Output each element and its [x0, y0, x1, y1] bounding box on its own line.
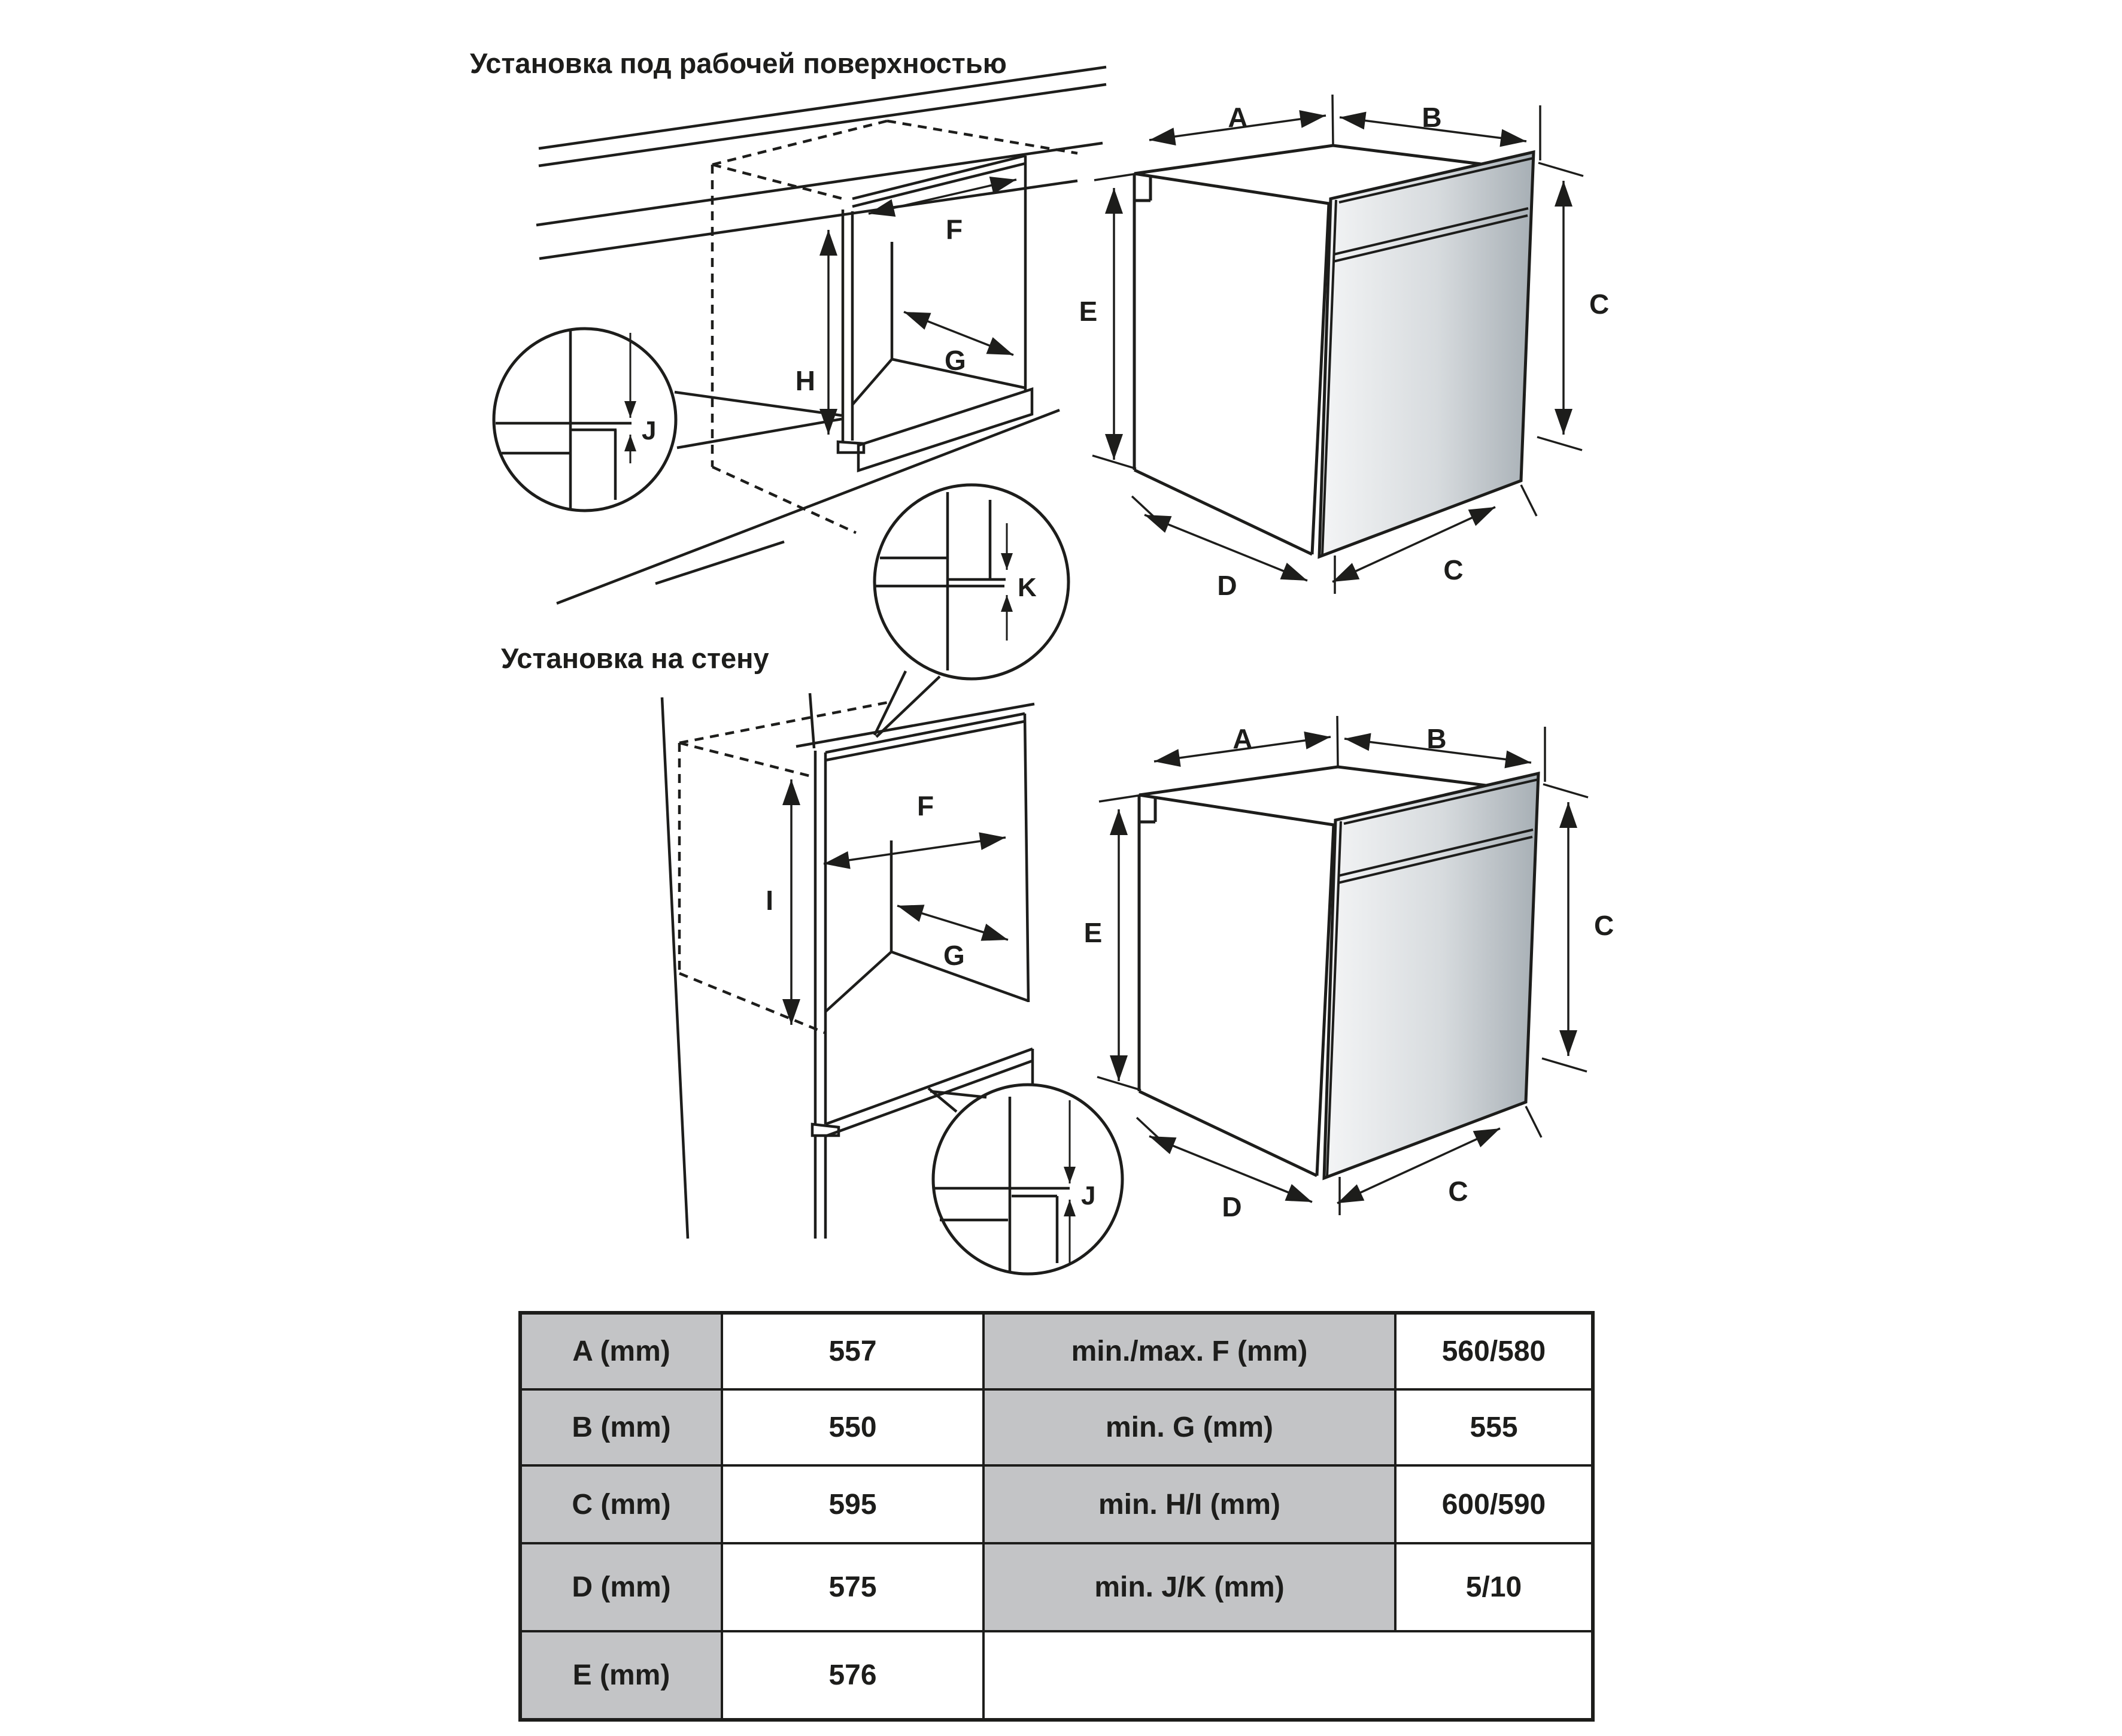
oven-isometric-1 — [1079, 95, 1610, 601]
dim-label-j-1: J — [642, 416, 657, 445]
dim-label-h: H — [795, 365, 815, 396]
dim-a-value-cell: 557 — [722, 1313, 983, 1389]
dim-c-value-cell: 595 — [722, 1465, 983, 1543]
dimension-arrows-2 — [791, 779, 1008, 1025]
section-title-wall: Установка на стену — [501, 642, 769, 674]
dim-label-b-2: B — [1426, 723, 1447, 754]
dimension-table — [518, 1311, 1595, 1722]
dim-label-d-2: D — [1222, 1191, 1242, 1222]
dim-d-label-cell: D (mm) — [520, 1543, 722, 1631]
dim-label-k: K — [1018, 573, 1037, 602]
dim-g-value-cell: 555 — [1395, 1389, 1593, 1465]
dim-e-label-cell: E (mm) — [520, 1631, 722, 1720]
dim-a-label-cell: A (mm) — [520, 1313, 722, 1389]
dim-label-b-1: B — [1422, 102, 1442, 133]
dim-g-label-cell: min. G (mm) — [983, 1389, 1395, 1465]
detail-circle-j1 — [494, 329, 842, 511]
dim-label-j-2: J — [1081, 1181, 1096, 1210]
dim-label-g-2: G — [943, 940, 965, 971]
dim-label-c-bottom-1: C — [1443, 554, 1464, 585]
dim-label-f-2: F — [917, 790, 934, 821]
dimension-arrows-1 — [828, 180, 1016, 435]
table-row — [520, 1543, 1593, 1631]
dim-label-c-right-1: C — [1589, 289, 1610, 320]
empty-merged-cell — [983, 1631, 1593, 1720]
dim-label-e-1: E — [1079, 296, 1098, 327]
cabinet-dashed-outline — [712, 121, 1077, 533]
dim-label-g-1: G — [945, 345, 966, 376]
dim-d-value-cell: 575 — [722, 1543, 983, 1631]
diagram-under-worktop — [494, 67, 1106, 737]
table-row — [520, 1631, 1593, 1720]
dim-label-c-bottom-2: C — [1448, 1176, 1468, 1207]
detail-circle-j2 — [928, 1085, 1122, 1274]
dim-label-f-1: F — [946, 214, 963, 245]
dim-b-label-cell: B (mm) — [520, 1389, 722, 1465]
oven-door-2 — [1324, 773, 1538, 1178]
oven-body-2 — [1139, 795, 1334, 1176]
cabinet-dashed-outline-2 — [679, 702, 892, 1033]
worktop-lines — [536, 67, 1106, 259]
dim-label-d-1: D — [1217, 570, 1237, 601]
table-row — [520, 1389, 1593, 1465]
oven-door — [1319, 152, 1534, 557]
dim-label-i: I — [766, 885, 773, 916]
dim-jk-value-cell: 5/10 — [1395, 1543, 1593, 1631]
table-row — [520, 1313, 1593, 1389]
dim-label-a-2: A — [1232, 723, 1253, 754]
detail-circle-k — [875, 485, 1068, 737]
dim-label-a-1: A — [1228, 102, 1248, 133]
dim-f-label-cell: min./max. F (mm) — [983, 1313, 1395, 1389]
dim-label-e-2: E — [1083, 917, 1103, 948]
table-row — [520, 1465, 1593, 1543]
dim-b-value-cell: 550 — [722, 1389, 983, 1465]
oven-body — [1134, 174, 1329, 554]
dim-hi-label-cell: min. H/I (mm) — [983, 1465, 1395, 1543]
dim-f-value-cell: 560/580 — [1395, 1313, 1593, 1389]
dim-jk-label-cell: min. J/K (mm) — [983, 1543, 1395, 1631]
dim-c-label-cell: C (mm) — [520, 1465, 722, 1543]
dim-hi-value-cell: 600/590 — [1395, 1465, 1593, 1543]
dim-e-value-cell: 576 — [722, 1631, 983, 1720]
oven-isometric-2 — [1084, 716, 1614, 1222]
diagram-wall-install — [662, 693, 1122, 1274]
dim-label-c-right-2: C — [1594, 910, 1614, 941]
section-title-under-worktop: Установка под рабочей поверхностью — [470, 47, 1007, 79]
